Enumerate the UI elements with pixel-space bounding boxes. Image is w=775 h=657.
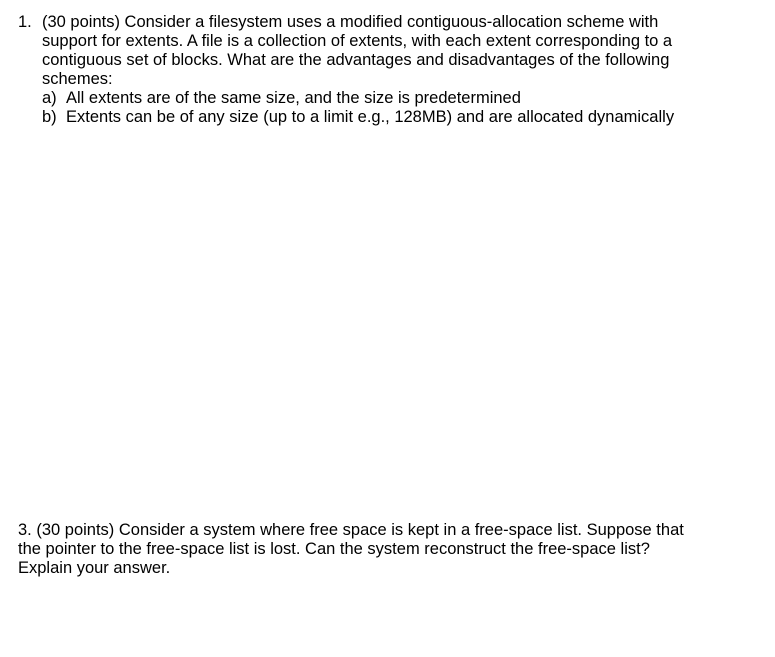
question-3-line-2: the pointer to the free-space list is lost. Can the system reconstruct the free-space list? [18, 540, 650, 558]
question-1-line-2: support for extents. A file is a collection of extents, with each extent corresponding to a [42, 32, 673, 50]
subitem-a-letter: a) [42, 89, 57, 107]
question-1-subitem-a [18, 89, 763, 108]
question-1-line-3: contiguous set of blocks. What are the advantages and disadvantages of the following [42, 51, 670, 69]
question-1 [18, 13, 763, 127]
question-1-text-1: (30 points) Consider a filesystem uses a modified contiguous-allocation scheme with [42, 13, 659, 31]
question-3 [18, 521, 763, 578]
subitem-a-text: All extents are of the same size, and the size is predetermined [66, 89, 521, 107]
question-1-number: 1. [18, 13, 32, 31]
question-1-line-1 [18, 13, 763, 32]
question-3-line-3: Explain your answer. [18, 559, 171, 577]
question-1-subitem-b [18, 108, 763, 127]
question-3-line-1: 3. (30 points) Consider a system where free space is kept in a free-space list. Suppose that [18, 521, 684, 539]
question-1-line-4: schemes: [42, 70, 113, 88]
subitem-b-text: Extents can be of any size (up to a limit e.g., 128MB) and are allocated dynamically [66, 108, 675, 126]
subitem-b-letter: b) [42, 108, 57, 126]
